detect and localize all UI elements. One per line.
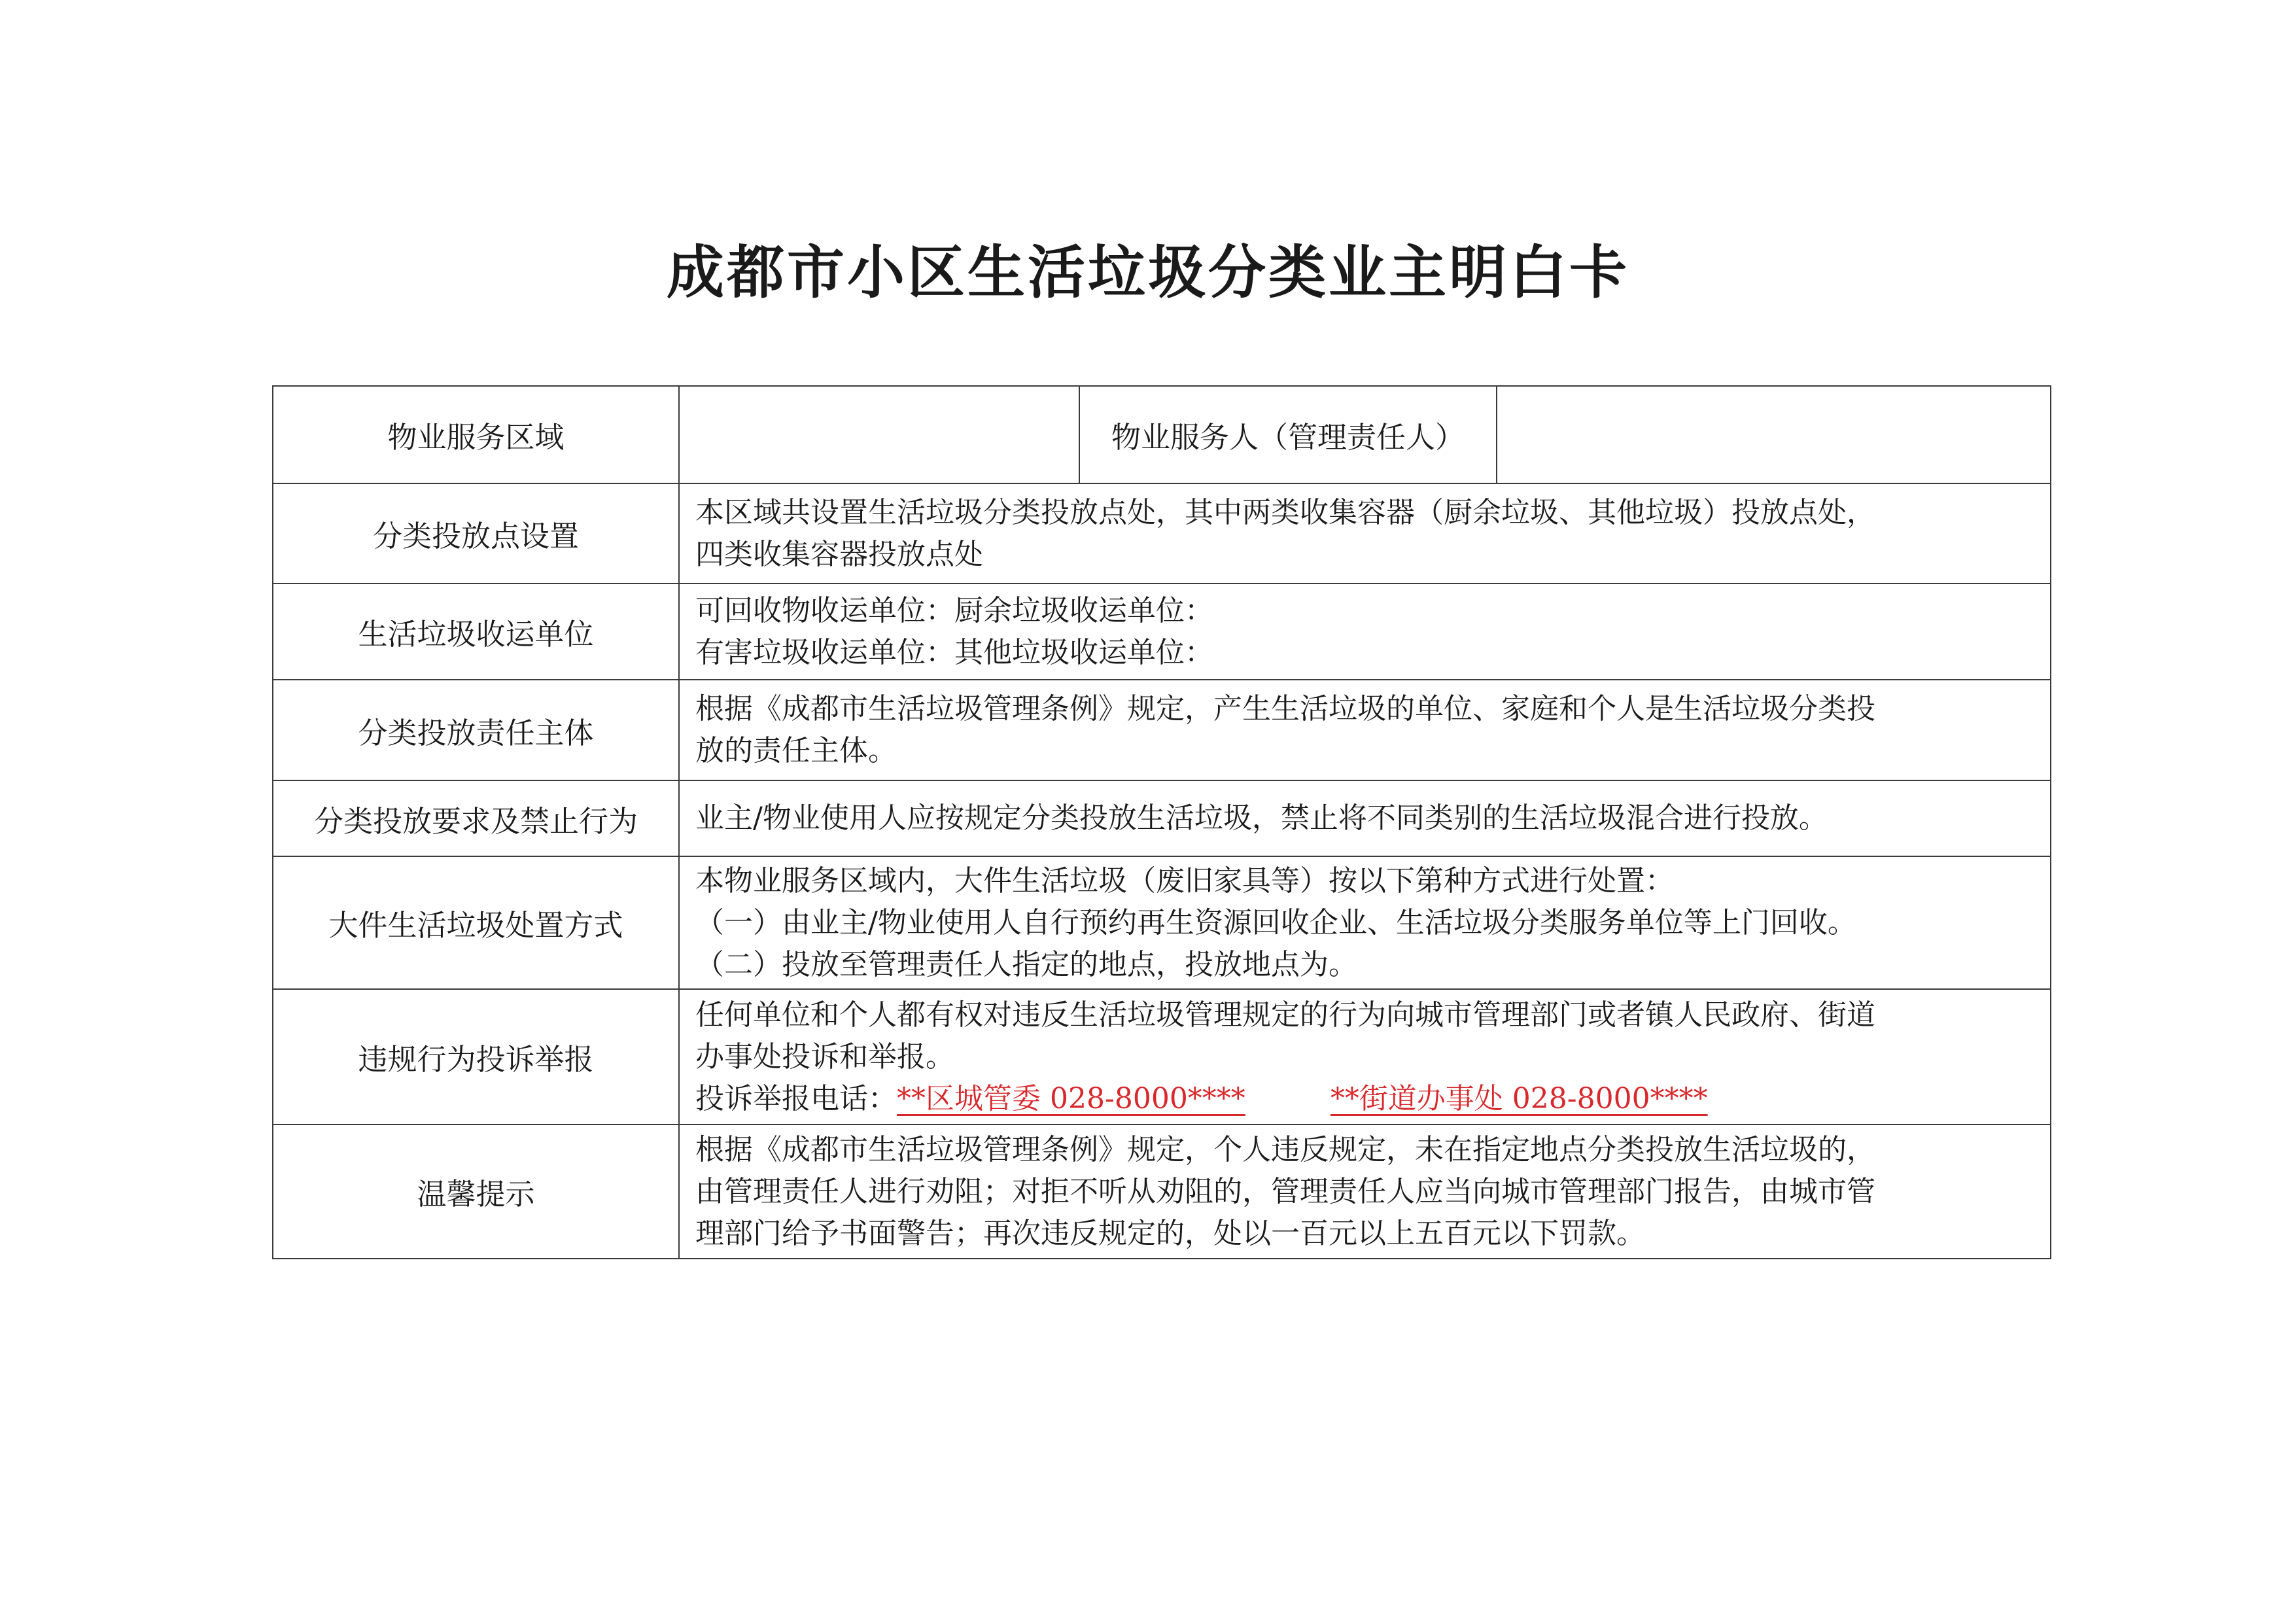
value-line: 任何单位和个人都有权对违反生活垃圾管理规定的行为向城市管理部门或者镇人民政府、街道 <box>695 998 1875 1032</box>
value-line: 放的责任主体。 <box>695 734 897 767</box>
value-line: （一）由业主/物业使用人自行预约再生资源回收企业、生活垃圾分类服务单位等上门回收。 <box>695 905 1856 939</box>
value-line: 有害垃圾收运单位：其他垃圾收运单位： <box>695 635 1213 669</box>
manager-label: 物业服务人（管理责任人） <box>1079 386 1497 483</box>
value-line: 由管理责任人进行劝阻；对拒不听从劝阻的，管理责任人应当向城市管理部门报告，由城市管 <box>695 1174 1875 1208</box>
manager-value-field[interactable] <box>1497 386 2051 483</box>
value-line: 理部门给予书面警告；再次违反规定的，处以一百元以上五百元以下罚款。 <box>695 1216 1645 1250</box>
table-row <box>273 483 2051 584</box>
phone-line <box>695 1078 2044 1120</box>
table-row <box>273 1125 2051 1259</box>
value-line: 业主/物业使用人应按规定分类投放生活垃圾，禁止将不同类别的生活垃圾混合进行投放。 <box>695 801 1828 835</box>
row-label: 生活垃圾收运单位 <box>273 584 679 680</box>
row-label: 违规行为投诉举报 <box>273 989 679 1125</box>
area-value-field[interactable] <box>679 386 1079 483</box>
row-value <box>679 483 2051 584</box>
row-value <box>679 780 2051 856</box>
row-value <box>679 856 2051 989</box>
info-card-table <box>272 385 2051 1259</box>
value-line: 根据《成都市生活垃圾管理条例》规定，个人违反规定，未在指定地点分类投放生活垃圾的， <box>695 1132 1875 1166</box>
phone-prefix: 投诉举报电话： <box>695 1081 897 1115</box>
district-phone-number[interactable]: **区城管委 028-8000**** <box>897 1081 1245 1115</box>
table-row <box>273 680 2051 780</box>
value-line: 办事处投诉和举报。 <box>695 1039 954 1073</box>
row-label: 温馨提示 <box>273 1125 679 1259</box>
value-line: 根据《成都市生活垃圾管理条例》规定，产生生活垃圾的单位、家庭和个人是生活垃圾分类投 <box>695 692 1875 725</box>
row-value <box>679 584 2051 680</box>
table-row-header <box>273 386 2051 483</box>
table-row <box>273 989 2051 1125</box>
table-row <box>273 584 2051 680</box>
row-label: 分类投放点设置 <box>273 483 679 584</box>
table-row <box>273 780 2051 856</box>
row-value <box>679 989 2051 1125</box>
page-title: 成都市小区生活垃圾分类业主明白卡 <box>666 239 1629 306</box>
value-line: 本区域共设置生活垃圾分类投放点处，其中两类收集容器（厨余垃圾、其他垃圾）投放点处， <box>695 495 1875 529</box>
row-value <box>679 1125 2051 1259</box>
value-line: （二）投放至管理责任人指定的地点，投放地点为。 <box>695 947 1357 981</box>
value-line: 可回收物收运单位：厨余垃圾收运单位： <box>695 593 1213 627</box>
area-label: 物业服务区域 <box>273 386 679 483</box>
value-line: 四类收集容器投放点处 <box>695 537 983 571</box>
row-value <box>679 680 2051 780</box>
row-label: 分类投放责任主体 <box>273 680 679 780</box>
row-label: 大件生活垃圾处置方式 <box>273 856 679 989</box>
row-label: 分类投放要求及禁止行为 <box>273 780 679 856</box>
street-office-phone-number[interactable]: **街道办事处 028-8000**** <box>1330 1081 1708 1115</box>
value-line: 本物业服务区域内，大件生活垃圾（废旧家具等）按以下第种方式进行处置： <box>695 864 1674 898</box>
table-row <box>273 856 2051 989</box>
